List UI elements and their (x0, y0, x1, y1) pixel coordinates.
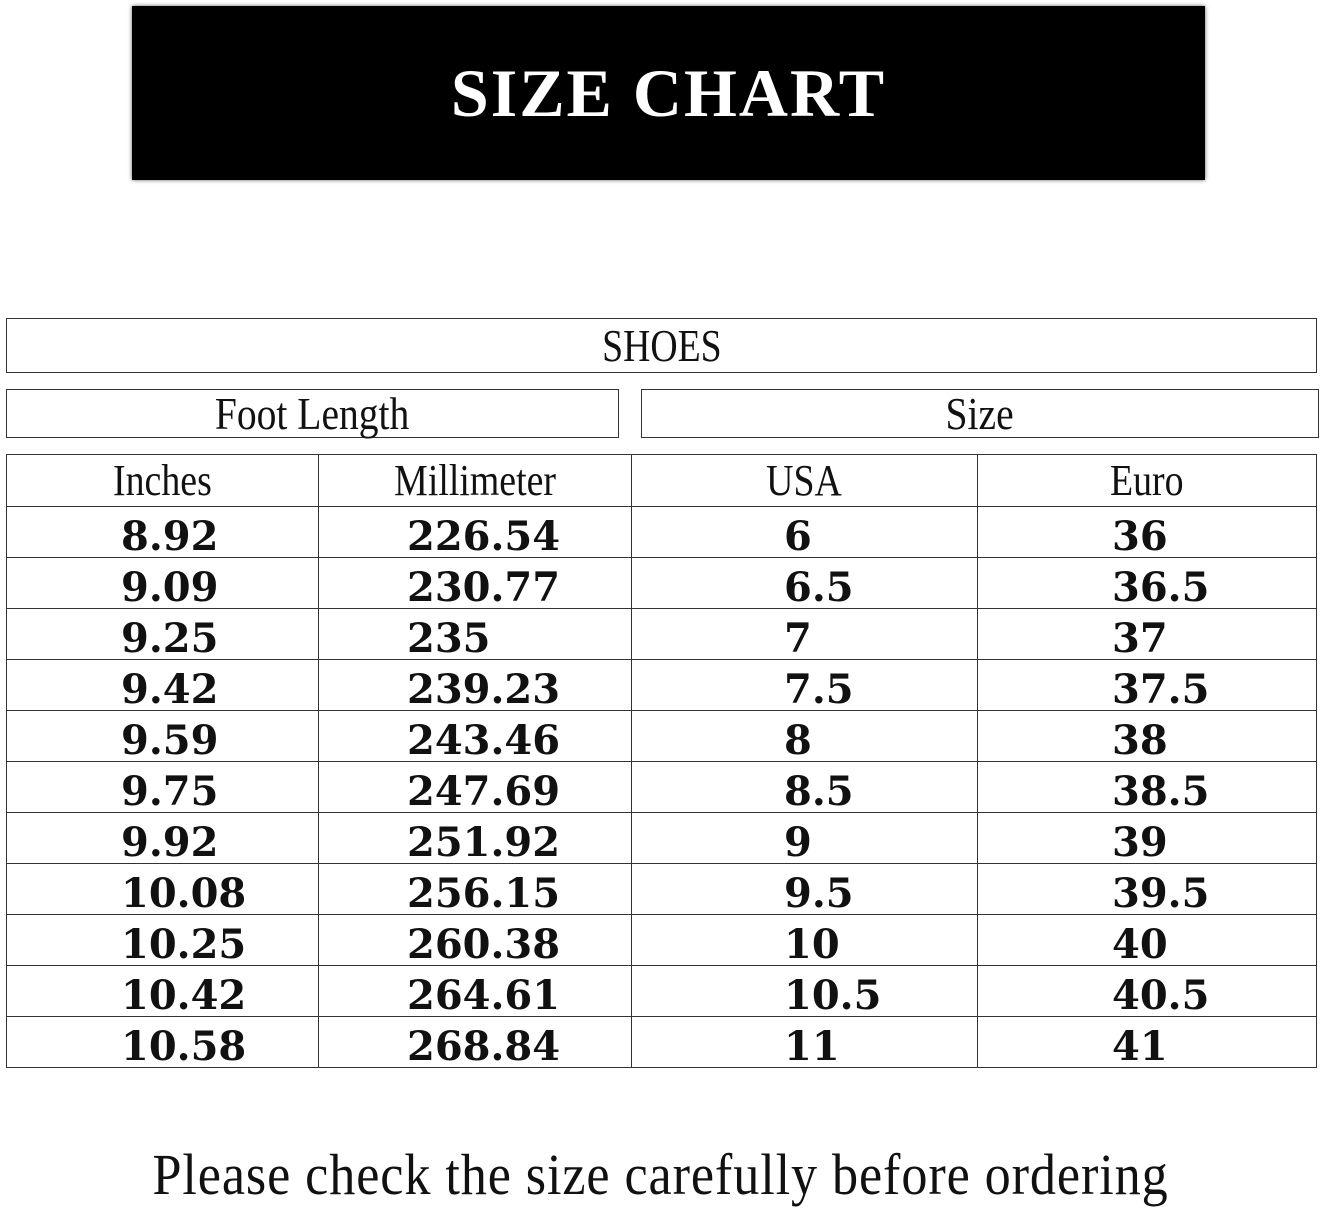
cell-inches: 10.08 (7, 864, 319, 915)
cell-euro: 38.5 (978, 762, 1317, 813)
column-header-usa: USA (632, 455, 978, 507)
cell-inches: 8.92 (7, 507, 319, 558)
table-row (7, 660, 1317, 711)
foot-length-label: Foot Length (215, 388, 410, 439)
cell-millimeter: 243.46 (319, 711, 632, 762)
cell-inches: 10.58 (7, 1017, 319, 1068)
table-row (7, 609, 1317, 660)
page-title: SIZE CHART (450, 55, 887, 131)
cell-inches: 9.09 (7, 558, 319, 609)
size-label: Size (945, 388, 1015, 439)
footer-note (0, 1142, 1321, 1207)
cell-euro: 41 (978, 1017, 1317, 1068)
table-row (7, 915, 1317, 966)
cell-euro: 36.5 (978, 558, 1317, 609)
column-header-inches: Inches (7, 455, 319, 507)
cell-millimeter: 247.69 (319, 762, 632, 813)
size-group-header (641, 389, 1319, 438)
section-title-box (6, 318, 1317, 373)
cell-inches: 9.25 (7, 609, 319, 660)
section-title: SHOES (601, 320, 722, 371)
cell-usa: 10.5 (632, 966, 978, 1017)
cell-inches: 10.25 (7, 915, 319, 966)
cell-usa: 10 (632, 915, 978, 966)
footer-text: Please check the size carefully before ordering (152, 1142, 1169, 1207)
table-row (7, 813, 1317, 864)
table-row (7, 762, 1317, 813)
cell-millimeter: 268.84 (319, 1017, 632, 1068)
cell-euro: 40 (978, 915, 1317, 966)
table-header-row (7, 455, 1317, 507)
cell-usa: 6.5 (632, 558, 978, 609)
cell-inches: 10.42 (7, 966, 319, 1017)
cell-usa: 9.5 (632, 864, 978, 915)
table-row (7, 864, 1317, 915)
cell-euro: 39.5 (978, 864, 1317, 915)
cell-euro: 40.5 (978, 966, 1317, 1017)
cell-inches: 9.75 (7, 762, 319, 813)
table-body (7, 507, 1317, 1068)
cell-usa: 8 (632, 711, 978, 762)
cell-usa: 7.5 (632, 660, 978, 711)
size-table (6, 454, 1317, 1068)
cell-millimeter: 230.77 (319, 558, 632, 609)
cell-millimeter: 264.61 (319, 966, 632, 1017)
cell-inches: 9.92 (7, 813, 319, 864)
table-row (7, 558, 1317, 609)
cell-inches: 9.42 (7, 660, 319, 711)
cell-euro: 38 (978, 711, 1317, 762)
cell-usa: 11 (632, 1017, 978, 1068)
foot-length-group-header (6, 389, 619, 438)
title-banner (132, 6, 1205, 180)
cell-euro: 37.5 (978, 660, 1317, 711)
table-row (7, 507, 1317, 558)
cell-millimeter: 226.54 (319, 507, 632, 558)
cell-millimeter: 239.23 (319, 660, 632, 711)
column-header-euro: Euro (978, 455, 1317, 507)
cell-millimeter: 251.92 (319, 813, 632, 864)
cell-millimeter: 260.38 (319, 915, 632, 966)
cell-euro: 37 (978, 609, 1317, 660)
cell-millimeter: 235 (319, 609, 632, 660)
column-header-millimeter: Millimeter (319, 455, 632, 507)
cell-euro: 39 (978, 813, 1317, 864)
cell-usa: 6 (632, 507, 978, 558)
cell-usa: 8.5 (632, 762, 978, 813)
table-row (7, 966, 1317, 1017)
cell-euro: 36 (978, 507, 1317, 558)
cell-usa: 9 (632, 813, 978, 864)
table-row (7, 711, 1317, 762)
cell-millimeter: 256.15 (319, 864, 632, 915)
cell-usa: 7 (632, 609, 978, 660)
table-row (7, 1017, 1317, 1068)
cell-inches: 9.59 (7, 711, 319, 762)
